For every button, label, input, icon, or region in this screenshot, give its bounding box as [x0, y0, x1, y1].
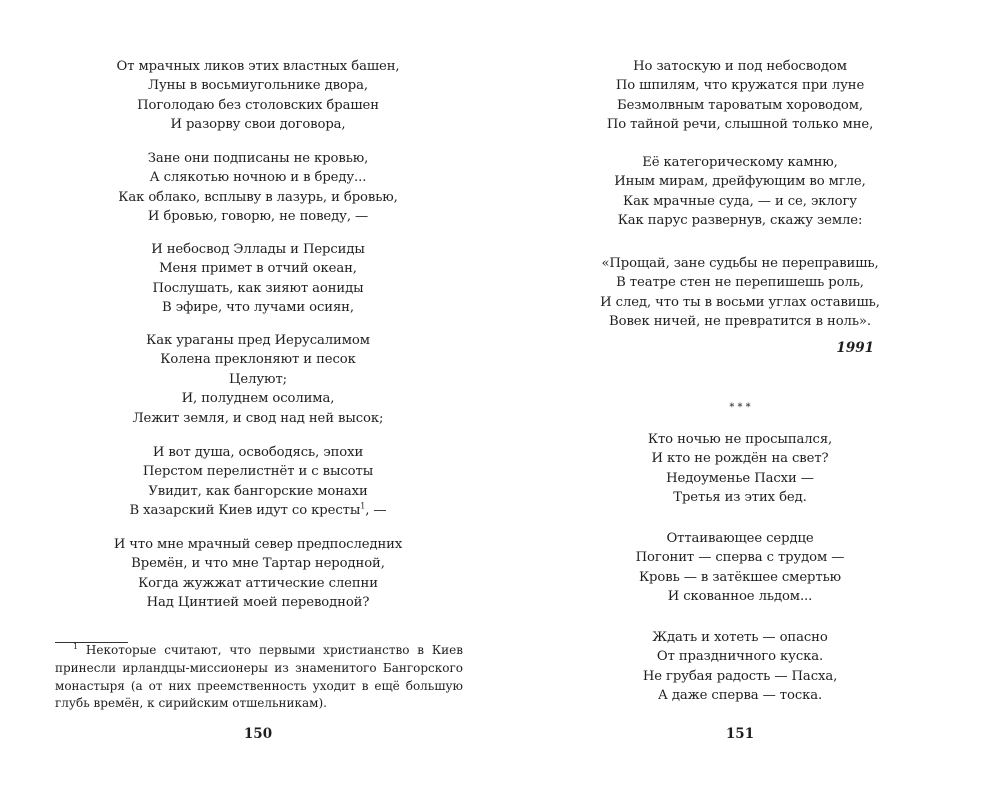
verse-line — [540, 667, 940, 686]
verse-line — [540, 172, 940, 191]
stanza — [540, 529, 940, 607]
stanza — [58, 535, 458, 613]
verse-text: И разорву свои договора, — [170, 117, 346, 133]
right-page — [500, 0, 1000, 800]
verse-text: Как мрачные суда, — и се, эклогу — [623, 193, 857, 209]
verse-text: Погонит — сперва с трудом — — [635, 550, 845, 566]
verse-text: Как ураганы пред Иерусалимом — [146, 333, 370, 348]
verse-text: А слякотью ночною и в бреду... — [149, 170, 367, 186]
stanza — [58, 331, 458, 428]
stanza — [540, 57, 940, 135]
verse-text: И, полуднем осолима, — [181, 391, 335, 407]
verse-text: И бровью, говорю, не поведу, — — [147, 209, 369, 225]
verse-text: Когда жужжат аттические слепни — [138, 575, 378, 591]
stanza — [540, 430, 940, 508]
verse-text: Перстом перелистнёт и с высоты — [142, 464, 374, 480]
verse-text: Её категорическому камню, — [642, 155, 838, 170]
verse-line — [58, 331, 458, 350]
verse-line — [58, 207, 458, 226]
stanza — [540, 254, 940, 332]
verse-line — [540, 587, 940, 606]
verse-line — [58, 370, 458, 389]
verse-line — [58, 57, 458, 76]
verse-text: И вот душа, освободясь, эпохи — [152, 445, 364, 460]
verse-line — [540, 469, 940, 488]
footnote-marker: 1 — [73, 642, 79, 651]
verse-line — [58, 188, 458, 207]
verse-text: Меня примет в отчий океан, — [159, 261, 357, 277]
verse-line — [540, 686, 940, 705]
page-number: 150 — [243, 726, 273, 742]
verse-line — [540, 153, 940, 172]
verse-line — [540, 568, 940, 587]
verse-line — [58, 76, 458, 95]
verse-text: В эфире, что лучами осиян, — [162, 300, 354, 316]
stanza — [58, 240, 458, 318]
verse-text: Недоуменье Пасхи — — [666, 470, 814, 486]
verse-text: От праздничного куска. — [656, 649, 824, 665]
verse-text: Третья из этих бед. — [673, 490, 807, 506]
verse-text: Не грубая радость — Пасха, — [642, 668, 838, 684]
verse-line — [58, 350, 458, 369]
verse-text: Как облако, всплыву в лазурь, и бровью, — [118, 189, 398, 205]
footnote-text: Некоторые считают, что первыми христианство в Киев принесли ирландцы-миссионеры из знаменитого Бангорского монастыря (а от них преемственность уходит в ещё большую глубь времён, к сирийским отшельникам). — [55, 643, 463, 711]
verse-line — [58, 389, 458, 408]
verse-text: Иным мирам, дрейфующим во мгле, — [614, 174, 866, 190]
verse-line — [58, 462, 458, 481]
verse-line — [540, 293, 940, 312]
verse-line — [58, 279, 458, 298]
verse-line — [540, 430, 940, 449]
stanza — [58, 149, 458, 227]
verse-text: Безмолвным тароватым хороводом, — [616, 97, 864, 113]
verse-text: Лежит земля, и свод над ней высок; — [132, 410, 384, 426]
verse-text: Кровь — в затёкшее смертью — [638, 569, 842, 585]
verse-text: Зане они подписаны не кровью, — [147, 151, 369, 166]
verse-text: Времён, и что мне Тартар неродной, — [131, 556, 385, 572]
stanza — [540, 628, 940, 706]
verse-line — [540, 57, 940, 76]
verse-text: Целуют; — [229, 371, 287, 387]
verse-line — [540, 192, 940, 211]
verse-text: Увидит, как бангорские монахи — [148, 483, 368, 499]
verse-line — [58, 501, 458, 520]
stanza — [58, 443, 458, 521]
verse-line — [540, 312, 940, 331]
verse-line — [540, 76, 940, 95]
verse-text: Как парус развернув, скажу земле: — [617, 213, 863, 229]
footnote-reference[interactable]: 1 — [360, 501, 366, 511]
page-number: 151 — [725, 726, 755, 742]
verse-text: Оттаивающее сердце — [666, 531, 814, 546]
verse-line — [58, 574, 458, 593]
verse-line — [540, 628, 940, 647]
verse-line — [58, 409, 458, 428]
verse-line — [540, 254, 940, 273]
verse-text: И что мне мрачный север предпоследних — [113, 537, 403, 552]
verse-line — [58, 535, 458, 554]
verse-text: А даже сперва — тоска. — [657, 688, 823, 704]
verse-line — [58, 482, 458, 501]
verse-line — [540, 96, 940, 115]
poem-date: 1991 — [836, 340, 874, 356]
verse-text: По шпилям, что кружатся при луне — [615, 78, 865, 94]
verse-text: Над Цинтией моей переводной? — [146, 595, 370, 611]
verse-text: В хазарский Киев идут со кресты — [129, 503, 361, 519]
verse-line — [58, 168, 458, 187]
verse-text: Ждать и хотеть — опасно — [652, 630, 828, 645]
verse-line — [540, 449, 940, 468]
verse-text: По тайной речи, слышной только мне, — [606, 117, 874, 133]
footnote — [55, 642, 463, 713]
verse-line — [540, 647, 940, 666]
verse-text: Луны в восьмиугольнике двора, — [148, 78, 368, 94]
verse-line — [58, 259, 458, 278]
verse-text: И скованное льдом... — [667, 589, 813, 605]
verse-text: «Прощай, зане судьбы не переправишь, — [601, 256, 879, 271]
verse-line — [58, 96, 458, 115]
stanza — [58, 57, 458, 135]
separator-stars: * * * — [729, 402, 751, 413]
verse-text: И кто не рождён на свет? — [651, 451, 829, 467]
verse-line — [58, 554, 458, 573]
verse-line — [540, 211, 940, 230]
verse-text: Вовек ничей, не превратится в ноль». — [609, 314, 871, 330]
verse-text: И небосвод Эллады и Персиды — [151, 242, 365, 257]
verse-line — [540, 115, 940, 134]
verse-line — [58, 115, 458, 134]
verse-text: Поголодаю без столовских брашен — [137, 97, 379, 113]
verse-line — [58, 298, 458, 317]
verse-text: Но затоскую и под небосводом — [633, 59, 847, 74]
verse-text: Кто ночью не просыпался, — [647, 432, 833, 447]
verse-line — [540, 273, 940, 292]
verse-text: И след, что ты в восьми углах оставишь, — [600, 294, 880, 310]
verse-line — [540, 548, 940, 567]
verse-line — [58, 443, 458, 462]
verse-text: Послушать, как зияют аониды — [152, 280, 364, 296]
verse-line — [540, 488, 940, 507]
verse-text: В театре стен не перепишешь роль, — [616, 275, 864, 291]
verse-text: Колена преклоняют и песок — [160, 352, 356, 368]
verse-text: , — — [365, 503, 387, 519]
stanza — [540, 153, 940, 231]
verse-line — [58, 593, 458, 612]
verse-line — [58, 149, 458, 168]
verse-line — [58, 240, 458, 259]
verse-line — [540, 529, 940, 548]
verse-text: От мрачных ликов этих властных башен, — [116, 59, 400, 74]
